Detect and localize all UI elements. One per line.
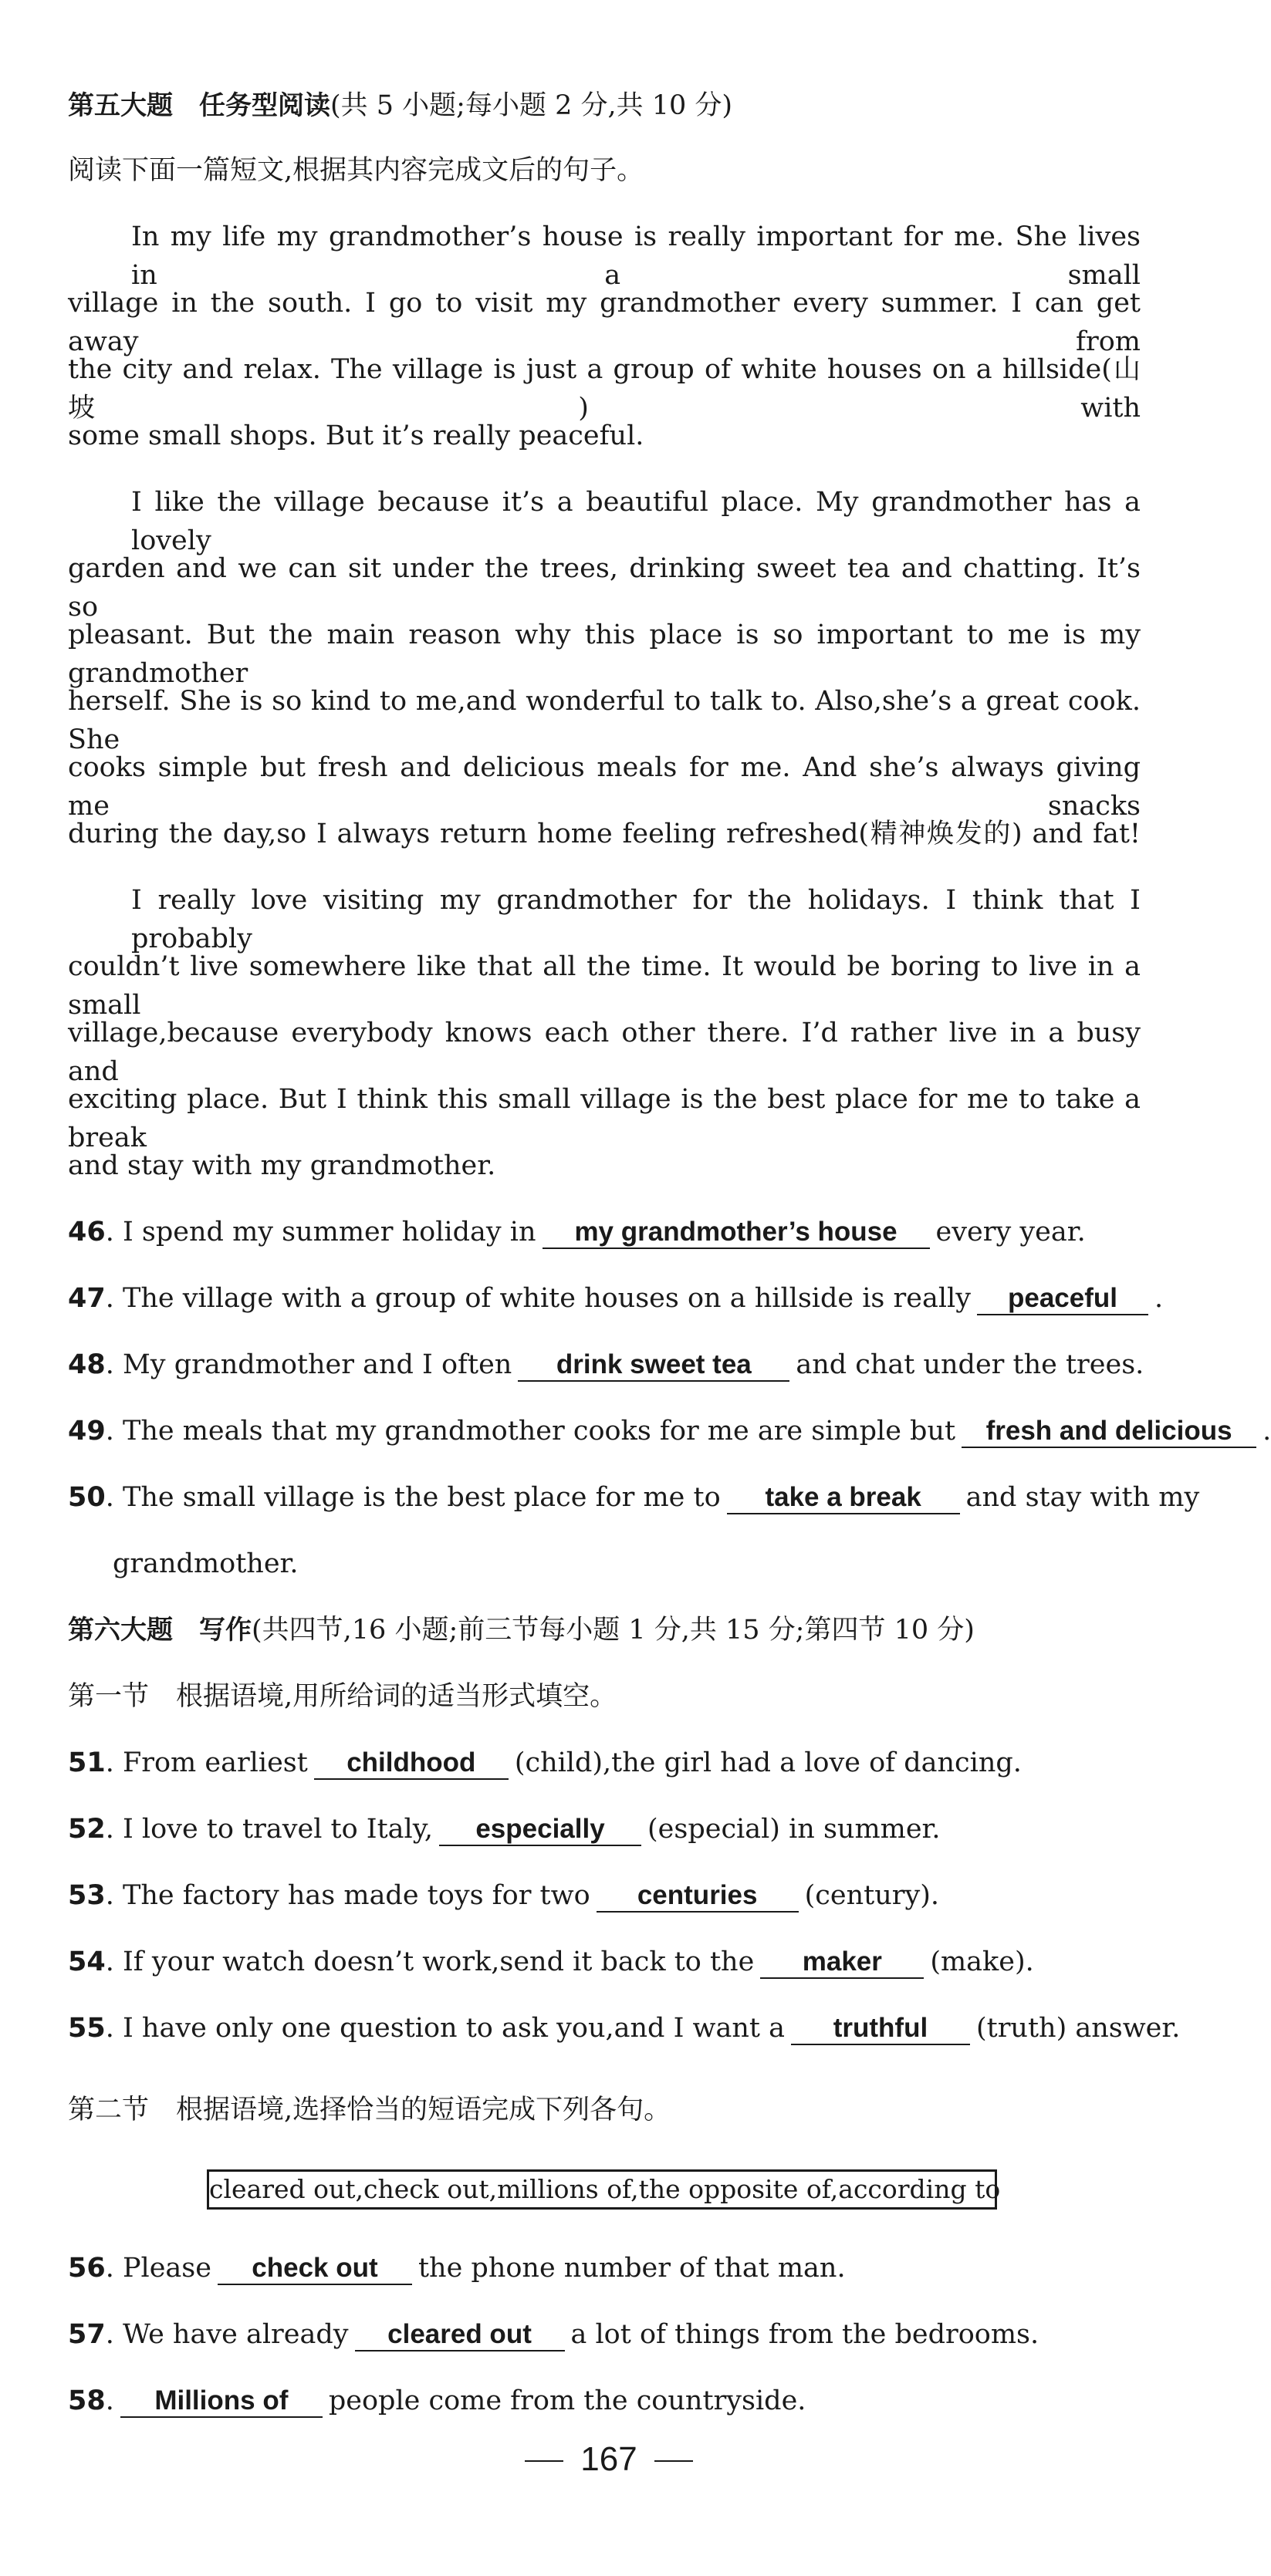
- passage-line: pleasant. But the main reason why this place is so important to me is my grandmother: [68, 620, 1141, 689]
- dash-left: [525, 2460, 563, 2462]
- question-number: 53: [68, 1880, 106, 1911]
- question-text: . The factory has made toys for two: [105, 1880, 590, 1911]
- word-box: cleared out,check out,millions of,the opposite of,according to: [207, 2169, 997, 2210]
- question-text: . The small village is the best place for me to: [105, 1482, 721, 1513]
- question-text: . The village with a group of white houses on a hillside is really: [105, 1283, 971, 1314]
- question-text: every year.: [935, 1217, 1086, 1247]
- question-text: . We have already: [105, 2319, 349, 2350]
- answer-blank[interactable]: check out: [218, 2253, 412, 2285]
- passage-line: some small shops. But it’s really peaceful.: [68, 420, 644, 451]
- answer-blank[interactable]: truthful: [791, 2013, 970, 2045]
- question-50-continued: grandmother.: [113, 1548, 299, 1579]
- question-text: . I have only one question to ask you,and I want a: [105, 2013, 785, 2044]
- question-text: . I love to travel to Italy,: [105, 1814, 433, 1845]
- question-53: [68, 1876, 1141, 1915]
- question-text: . The meals that my grandmother cooks for me are simple but: [105, 1416, 956, 1447]
- passage-line: cooks simple but fresh and delicious meals for me. And she’s always giving me snacks: [68, 752, 1141, 822]
- question-number: 48: [68, 1349, 106, 1380]
- passage-line: couldn’t live somewhere like that all the time. It would be boring to live in a small: [68, 951, 1141, 1021]
- passage-line: I really love visiting my grandmother for the holidays. I think that I probably: [131, 885, 1141, 954]
- passage-line: the city and relax. The village is just a group of white houses on a hillside(山坡) with: [68, 354, 1141, 424]
- question-number: 46: [68, 1217, 106, 1247]
- question-number: 54: [68, 1946, 106, 1977]
- section5-instruction: 阅读下面一篇短文,根据其内容完成文后的句子。: [68, 155, 644, 186]
- question-text: (child),the girl had a love of dancing.: [514, 1747, 1022, 1778]
- question-46: [68, 1213, 1141, 1251]
- passage-line: In my life my grandmother’s house is really important for me. She lives in a small: [131, 221, 1141, 291]
- passage-line: during the day,so I always return home feeling refreshed(精神焕发的) and fat!: [68, 819, 1141, 849]
- question-number: 58: [68, 2385, 106, 2416]
- passage-line: herself. She is so kind to me,and wonderful to talk to. Also,she’s a great cook. She: [68, 686, 1141, 755]
- question-55: [68, 2009, 1181, 2048]
- question-number: 47: [68, 1283, 106, 1314]
- question-text: (especial) in summer.: [647, 1814, 941, 1845]
- question-56: [68, 2249, 1141, 2287]
- passage-line: village in the south. I go to visit my grandmother every summer. I can get away from: [68, 288, 1141, 357]
- section5-heading: [68, 86, 1141, 125]
- question-58: [68, 2382, 1141, 2420]
- answer-blank[interactable]: centuries: [597, 1880, 799, 1913]
- question-number: 56: [68, 2253, 106, 2284]
- question-57: [68, 2315, 1141, 2354]
- section6-heading: [68, 1611, 1141, 1649]
- question-number: 49: [68, 1416, 106, 1447]
- passage-line: I like the village because it’s a beautiful place. My grandmother has a lovely: [131, 487, 1141, 556]
- question-text: . My grandmother and I often: [105, 1349, 512, 1380]
- passage-line: village,because everybody knows each other there. I’d rather live in a busy and: [68, 1018, 1141, 1087]
- question-text: .: [105, 2385, 114, 2416]
- section6-note: (共四节,16 小题;前三节每小题 1 分,共 15 分;第四节 10 分): [252, 1615, 975, 1646]
- section6-title: 第六大题 写作: [68, 1615, 252, 1646]
- section5-note: (共 5 小题;每小题 2 分,共 10 分): [330, 90, 733, 121]
- answer-blank[interactable]: peaceful: [977, 1283, 1148, 1315]
- passage-line: exciting place. But I think this small village is the best place for me to take a break: [68, 1084, 1141, 1153]
- question-51: [68, 1744, 1141, 1782]
- part2-title: 第二节 根据语境,选择恰当的短语完成下列各句。: [68, 2095, 671, 2125]
- answer-blank[interactable]: cleared out: [355, 2319, 565, 2351]
- answer-blank[interactable]: my grandmother’s house: [543, 1217, 930, 1249]
- question-text: . Please: [105, 2253, 211, 2284]
- question-text: (century).: [804, 1880, 940, 1911]
- question-text: . If your watch doesn’t work,send it back to the: [105, 1946, 755, 1977]
- question-54: [68, 1943, 1141, 1981]
- question-number: 55: [68, 2013, 106, 2044]
- question-number: 57: [68, 2319, 106, 2350]
- question-text: a lot of things from the bedrooms.: [570, 2319, 1039, 2350]
- question-text: . From earliest: [105, 1747, 308, 1778]
- answer-blank[interactable]: maker: [760, 1946, 924, 1979]
- question-text: (truth) answer.: [975, 2013, 1181, 2044]
- question-50: [68, 1478, 1200, 1517]
- question-text: (make).: [930, 1946, 1034, 1977]
- question-number: 52: [68, 1814, 106, 1845]
- page-number-footer: [0, 2438, 1218, 2481]
- dash-right: [654, 2460, 693, 2462]
- answer-blank[interactable]: drink sweet tea: [518, 1349, 789, 1382]
- question-number: 50: [68, 1482, 106, 1513]
- question-48: [68, 1345, 1144, 1384]
- question-text: . I spend my summer holiday in: [105, 1217, 536, 1247]
- page-number: 167: [580, 2440, 637, 2478]
- passage-line: and stay with my grandmother.: [68, 1150, 496, 1181]
- section5-title: 第五大题 任务型阅读: [68, 90, 330, 121]
- question-47: [68, 1279, 1164, 1318]
- question-text: and chat under the trees.: [796, 1349, 1144, 1380]
- question-text: .: [1263, 1416, 1271, 1447]
- answer-blank[interactable]: especially: [439, 1814, 641, 1846]
- question-text: and stay with my: [965, 1482, 1200, 1513]
- question-number: 51: [68, 1747, 106, 1778]
- question-text: the phone number of that man.: [417, 2253, 846, 2284]
- answer-blank[interactable]: Millions of: [120, 2385, 323, 2418]
- question-text: .: [1154, 1283, 1164, 1314]
- question-49: [68, 1412, 1271, 1450]
- passage-line: garden and we can sit under the trees, drinking sweet tea and chatting. It’s so: [68, 553, 1141, 623]
- question-text: people come from the countryside.: [328, 2385, 806, 2416]
- answer-blank[interactable]: childhood: [314, 1747, 509, 1780]
- part1-title: 第一节 根据语境,用所给词的适当形式填空。: [68, 1681, 617, 1712]
- question-52: [68, 1810, 1141, 1848]
- answer-blank[interactable]: fresh and delicious: [962, 1416, 1256, 1448]
- answer-blank[interactable]: take a break: [727, 1482, 960, 1514]
